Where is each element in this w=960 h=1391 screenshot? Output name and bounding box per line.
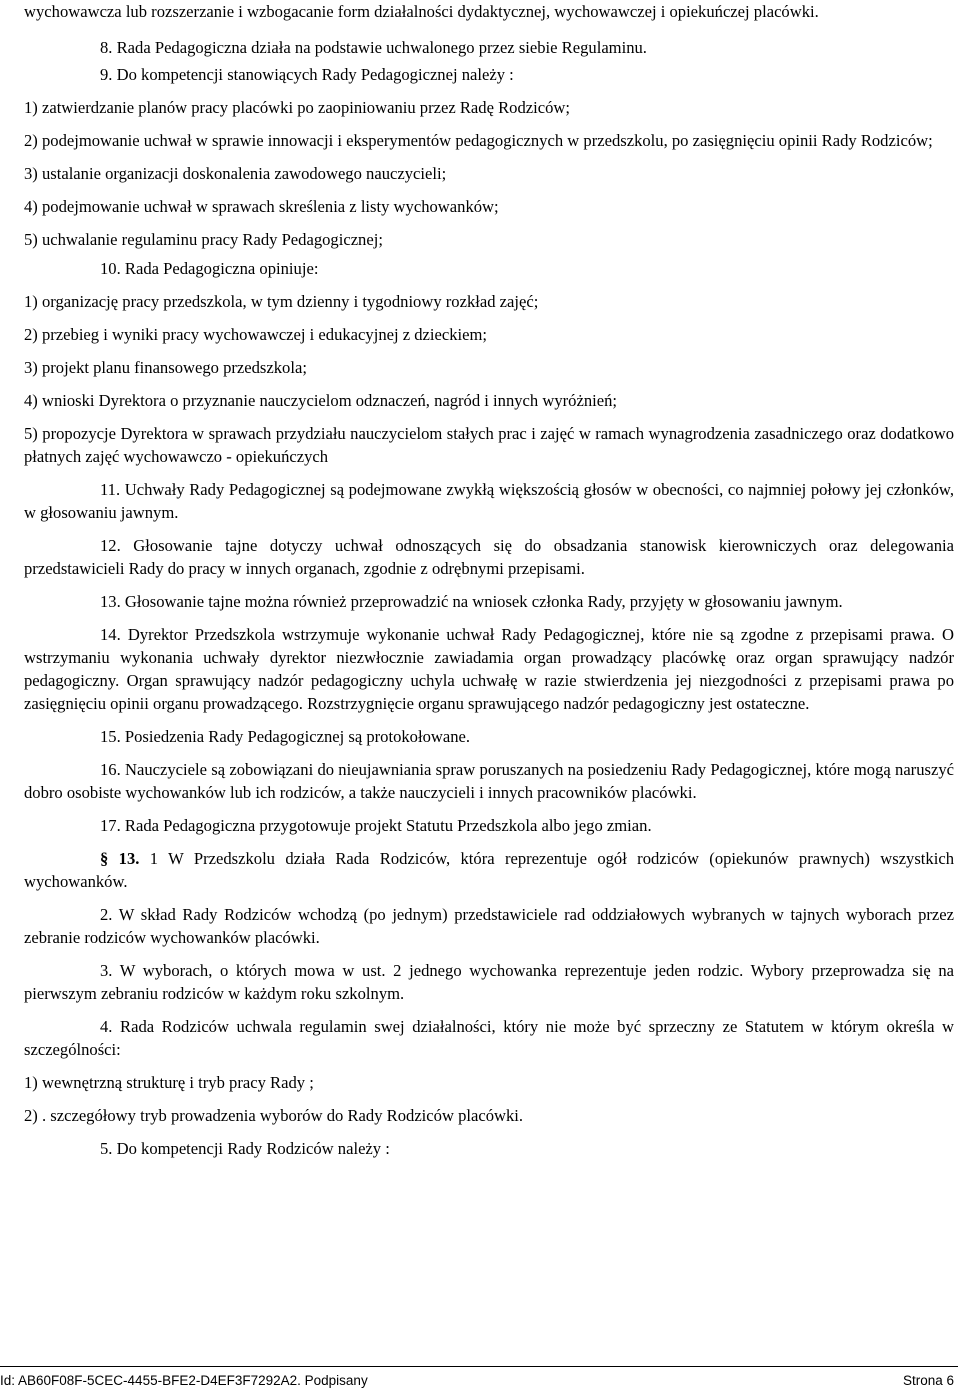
paragraph [24,36,954,59]
paragraph-text: 4) wnioski Dyrektora o przyznanie nauczycielom odznaczeń, nagród i innych wyróżnień; [24,391,618,410]
page-number: Strona 6 [902,1373,954,1388]
paragraph [24,478,954,524]
paragraph [24,257,954,280]
paragraph [24,1104,954,1127]
paragraph-text: 2. W skład Rady Rodziców wchodzą (po jednym) przedstawiciele rad oddziałowych wybranych w tajnych wyborach przez zebranie rodziców wychowanków placówki. [24,905,954,947]
paragraph-text: 2) podejmowanie uchwał w sprawie innowacji i eksperymentów pedagogicznych w przedszkolu, po zasięgnięciu opinii Rady Rodziców; [24,131,933,150]
paragraph-text: 4. Rada Rodziców uchwala regulamin swej działalności, który nie może być sprzeczny ze Statutem w którym określa w szczególności: [24,1017,954,1059]
paragraph [24,290,954,313]
paragraph-text: 3) projekt planu finansowego przedszkola; [24,358,307,377]
paragraph [24,323,954,346]
paragraph [24,1071,954,1094]
paragraph-text: 3. W wyborach, o których mowa w ust. 2 jednego wychowanka reprezentuje jeden rodzic. Wybory przeprowadza się na pierwszym zebraniu rodziców w każdym roku szkolnym. [24,961,954,1003]
paragraph-text: 1) wewnętrzną strukturę i tryb pracy Rady ; [24,1073,314,1092]
paragraph [24,903,954,949]
paragraph [24,534,954,580]
paragraph-text: 14. Dyrektor Przedszkola wstrzymuje wykonanie uchwał Rady Pedagogicznej, które nie są zgodne z przepisami prawa. O wstrzymaniu wykonania uchwały dyrektor niezwłocznie zawiadamia organ prowadzący placówkę oraz organ sprawujący nadzór pedagogiczny. Organ sprawujący nadzór pedagogiczny uchyla uchwałę w razie stwierdzenia jej niezgodności z przepisami prawa po zasięgnięciu opinii organu prowadzącego. Rozstrzygnięcie organu sprawującego nadzór pedagogiczny jest ostateczne. [24,625,954,713]
paragraph [24,422,954,468]
paragraph [24,195,954,218]
paragraph-text: 11. Uchwały Rady Pedagogicznej są podejmowane zwykłą większością głosów w obecności, co najmniej połowy jej członków, w głosowaniu jawnym. [24,480,954,522]
paragraph [24,1137,954,1160]
paragraph-text: 1) zatwierdzanie planów pracy placówki po zaopiniowaniu przez Radę Rodziców; [24,98,570,117]
footer-divider [0,1366,958,1367]
section-number: § 13. [100,849,140,868]
paragraph-text: 5) uchwalanie regulaminu pracy Rady Pedagogicznej; [24,230,383,249]
paragraph [24,758,954,804]
page-footer [0,1373,958,1389]
paragraph-text: 2) . szczegółowy tryb prowadzenia wyborów do Rady Rodziców placówki. [24,1106,524,1125]
paragraph-text: 15. Posiedzenia Rady Pedagogicznej są protokołowane. [100,727,471,746]
paragraph-text: 4) podejmowanie uchwał w sprawach skreślenia z listy wychowanków; [24,197,499,216]
paragraph [24,814,954,837]
paragraph [24,1015,954,1061]
document-id: Id: AB60F08F-5CEC-4455-BFE2-D4EF3F7292A2. Podpisany [0,1373,368,1388]
paragraph-text: 8. Rada Pedagogiczna działa na podstawie uchwalonego przez siebie Regulaminu. [100,38,647,57]
paragraph [24,0,954,23]
paragraph [24,623,954,715]
paragraph-text: 9. Do kompetencji stanowiących Rady Pedagogicznej należy : [100,65,514,84]
paragraph-text: 13. Głosowanie tajne można również przeprowadzić na wniosek członka Rady, przyjęty w głosowaniu jawnym. [100,592,843,611]
paragraph-text: 12. Głosowanie tajne dotyczy uchwał odnoszących się do obsadzania stanowisk kierowniczych oraz delegowania przedstawicieli Rady do pracy w innych organach, zgodnie z odrębnymi przepisami. [24,536,954,578]
paragraph-text: 3) ustalanie organizacji doskonalenia zawodowego nauczycieli; [24,164,447,183]
paragraph-text: 1 W Przedszkolu działa Rada Rodziców, która reprezentuje ogół rodziców (opiekunów prawnych) wszystkich wychowanków. [24,849,954,891]
paragraph-text: 1) organizację pracy przedszkola, w tym dzienny i tygodniowy rozkład zajęć; [24,292,539,311]
paragraph [24,389,954,412]
paragraph [24,228,954,251]
paragraph-text: 16. Nauczyciele są zobowiązani do nieujawniania spraw poruszanych na posiedzeniu Rady Pedagogicznej, które mogą naruszyć dobro osobiste wychowanków lub ich rodziców, a także nauczycieli i innych pracowników placówki. [24,760,954,802]
paragraph [24,356,954,379]
paragraph-text: 2) przebieg i wyniki pracy wychowawczej i edukacyjnej z dzieckiem; [24,325,488,344]
document-body [24,0,954,1170]
paragraph-text: 5. Do kompetencji Rady Rodziców należy : [100,1139,390,1158]
paragraph [24,129,954,152]
paragraph-text: wychowawcza lub rozszerzanie i wzbogacanie form działalności dydaktycznej, wychowawczej i opiekuńczej placówki. [24,2,819,21]
paragraph [24,847,954,893]
paragraph-text: 17. Rada Pedagogiczna przygotowuje projekt Statutu Przedszkola albo jego zmian. [100,816,652,835]
paragraph-text: 5) propozycje Dyrektora w sprawach przydziału nauczycielom stałych prac i zajęć w ramach wynagrodzenia zasadniczego oraz dodatkowo płatnych zajęć wychowawczo - opiekuńczych [24,424,954,466]
paragraph [24,590,954,613]
paragraph [24,96,954,119]
paragraph-text: 10. Rada Pedagogiczna opiniuje: [100,259,319,278]
paragraph [24,959,954,1005]
paragraph [24,725,954,748]
paragraph [24,63,954,86]
paragraph [24,162,954,185]
